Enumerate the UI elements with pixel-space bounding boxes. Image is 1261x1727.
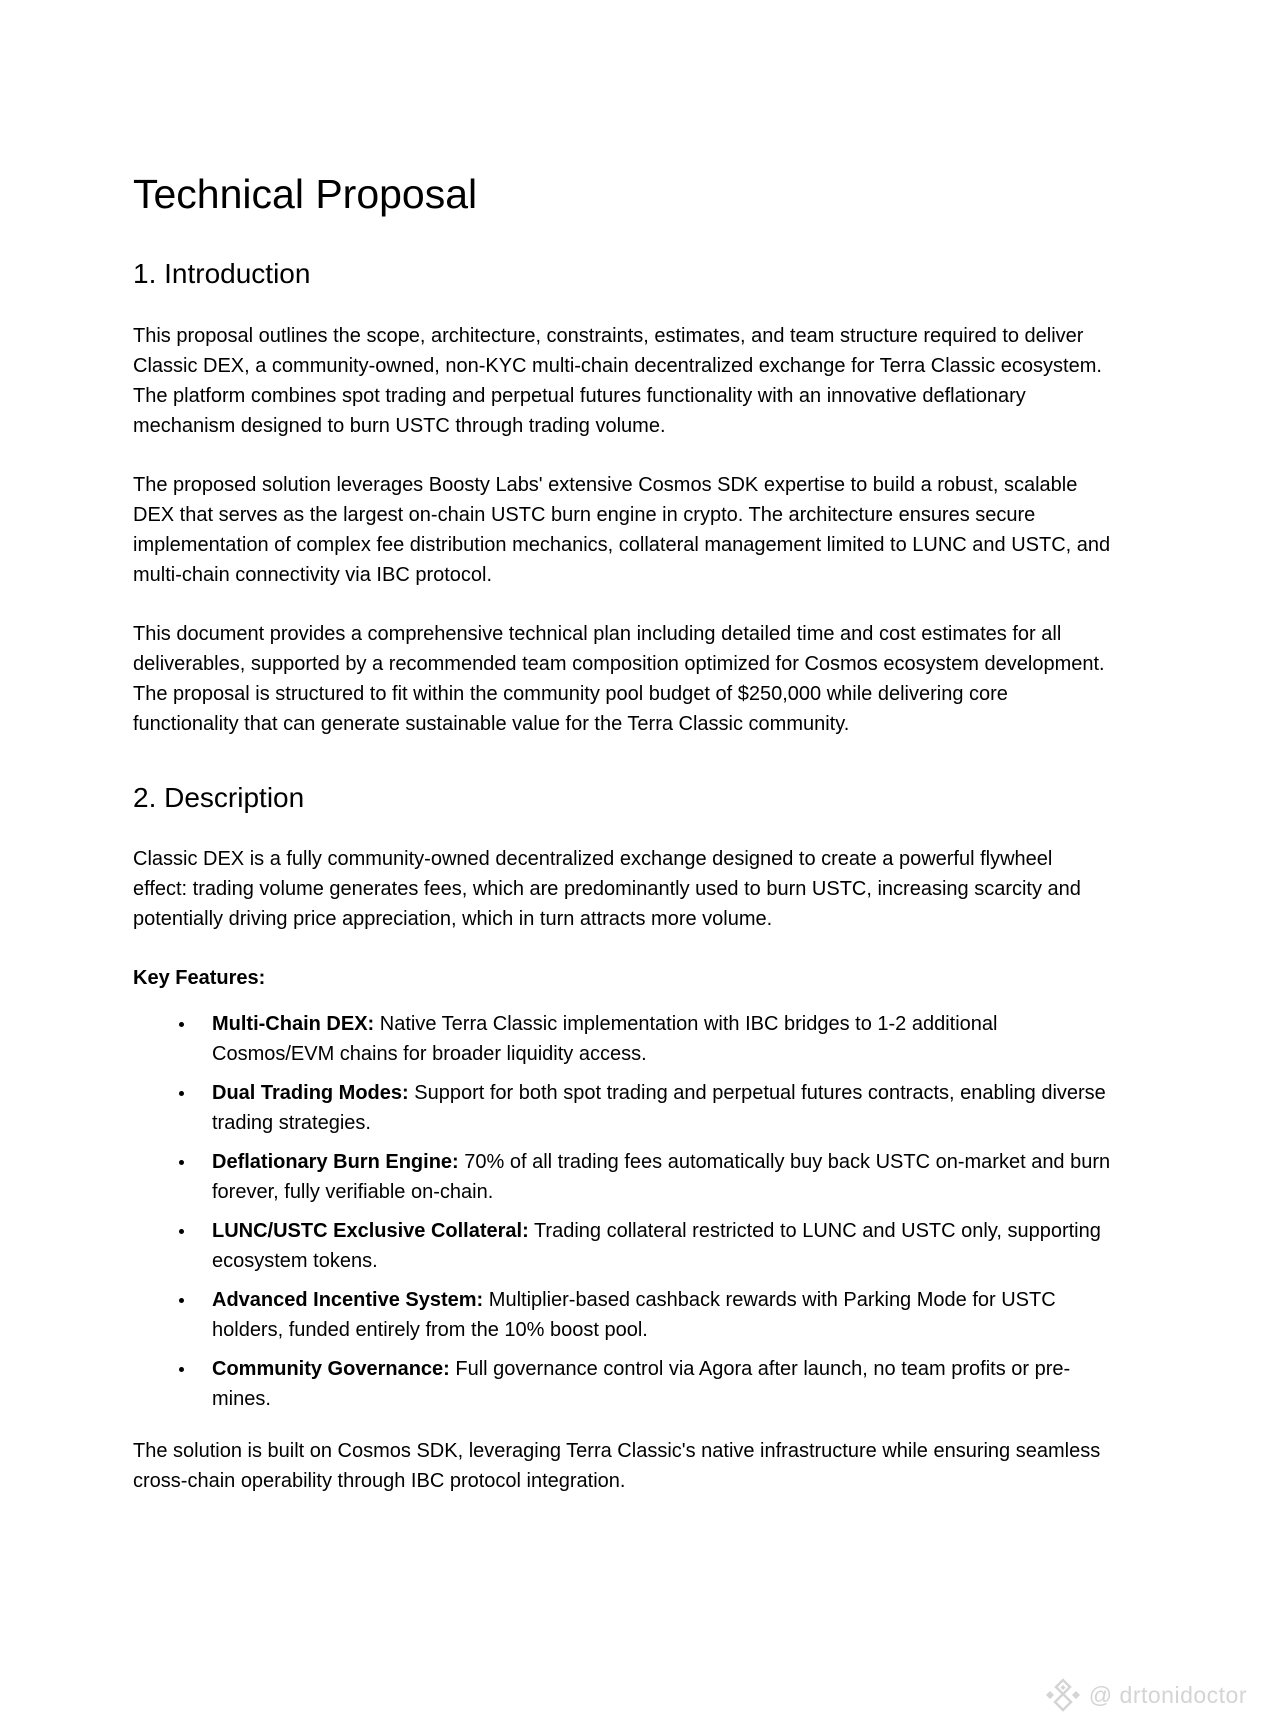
feature-text: Native Terra Classic implementation with IBC bridges to 1-2 additional Cosmos/EVM chains for broader liquidity access. [212, 1013, 998, 1066]
feature-label: Multi-Chain DEX: [212, 1013, 375, 1036]
intro-paragraph-3: This document provides a comprehensive technical plan including detailed time and cost estimates for all deliverables, supported by a recommended team composition optimized for Cosmos ecosystem development. The proposal is structured to fit within the community pool budget of $250,000 while delivering core functionality that can generate sustainable value for the Terra Classic community. [133, 622, 1105, 735]
feature-text: 70% of all trading fees automatically buy back USTC on-market and burn forever, fully verifiable on-chain. [212, 1151, 1111, 1204]
feature-label: Deflationary Burn Engine: [212, 1151, 459, 1174]
key-features-label: Key Features: [133, 967, 266, 990]
feature-item-lunc-ustc-collateral [196, 1216, 1111, 1276]
feature-text: Multiplier-based cashback rewards with Parking Mode for USTC holders, funded entirely from the 10% boost pool. [212, 1289, 1056, 1342]
feature-item-community-governance [196, 1354, 1111, 1414]
section-heading-description: 2. Description [133, 781, 305, 813]
feature-label: Advanced Incentive System: [212, 1289, 484, 1312]
feature-label: LUNC/USTC Exclusive Collateral: [212, 1220, 529, 1243]
feature-text: Support for both spot trading and perpetual futures contracts, enabling diverse trading strategies. [212, 1082, 1106, 1135]
intro-paragraph-1: This proposal outlines the scope, architecture, constraints, estimates, and team structure required to deliver Classic DEX, a community-owned, non-KYC multi-chain decentralized exchange for Terra Classic ecosystem. The platform combines spot trading and perpetual futures functionality with an innovative deflationary mechanism designed to burn USTC through trading volume. [133, 324, 1102, 437]
document-title: Technical Proposal [133, 171, 478, 217]
description-paragraph: Classic DEX is a fully community-owned decentralized exchange designed to create a powerful flywheel effect: trading volume generates fees, which are predominantly used to burn USTC, increasing scarcity and potentially driving price appreciation, which in turn attracts more volume. [133, 848, 1081, 931]
watermark-handle: @ drtonidoctor [1088, 1681, 1247, 1708]
closing-paragraph: The solution is built on Cosmos SDK, leveraging Terra Classic's native infrastructure while ensuring seamless cross-chain operability through IBC protocol integration. [133, 1440, 1101, 1493]
feature-label: Community Governance: [212, 1358, 450, 1381]
feature-label: Dual Trading Modes: [212, 1082, 409, 1105]
feature-text: Full governance control via Agora after launch, no team profits or pre-mines. [212, 1358, 1071, 1411]
diamond-logo-icon [1045, 1677, 1081, 1713]
watermark [1045, 1677, 1247, 1713]
feature-item-multi-chain-dex [196, 1009, 1111, 1069]
feature-text: Trading collateral restricted to LUNC and USTC only, supporting ecosystem tokens. [212, 1220, 1101, 1273]
feature-item-dual-trading-modes [196, 1078, 1111, 1138]
section-heading-introduction: 1. Introduction [133, 258, 311, 290]
intro-paragraph-2: The proposed solution leverages Boosty Labs' extensive Cosmos SDK expertise to build a robust, scalable DEX that serves as the largest on-chain USTC burn engine in crypto. The architecture ensures secure implementation of complex fee distribution mechanics, collateral management limited to LUNC and USTC, and multi-chain connectivity via IBC protocol. [133, 473, 1111, 586]
feature-item-advanced-incentive-system [196, 1285, 1111, 1345]
feature-item-deflationary-burn-engine [196, 1147, 1111, 1207]
key-features-list [133, 1009, 1111, 1414]
